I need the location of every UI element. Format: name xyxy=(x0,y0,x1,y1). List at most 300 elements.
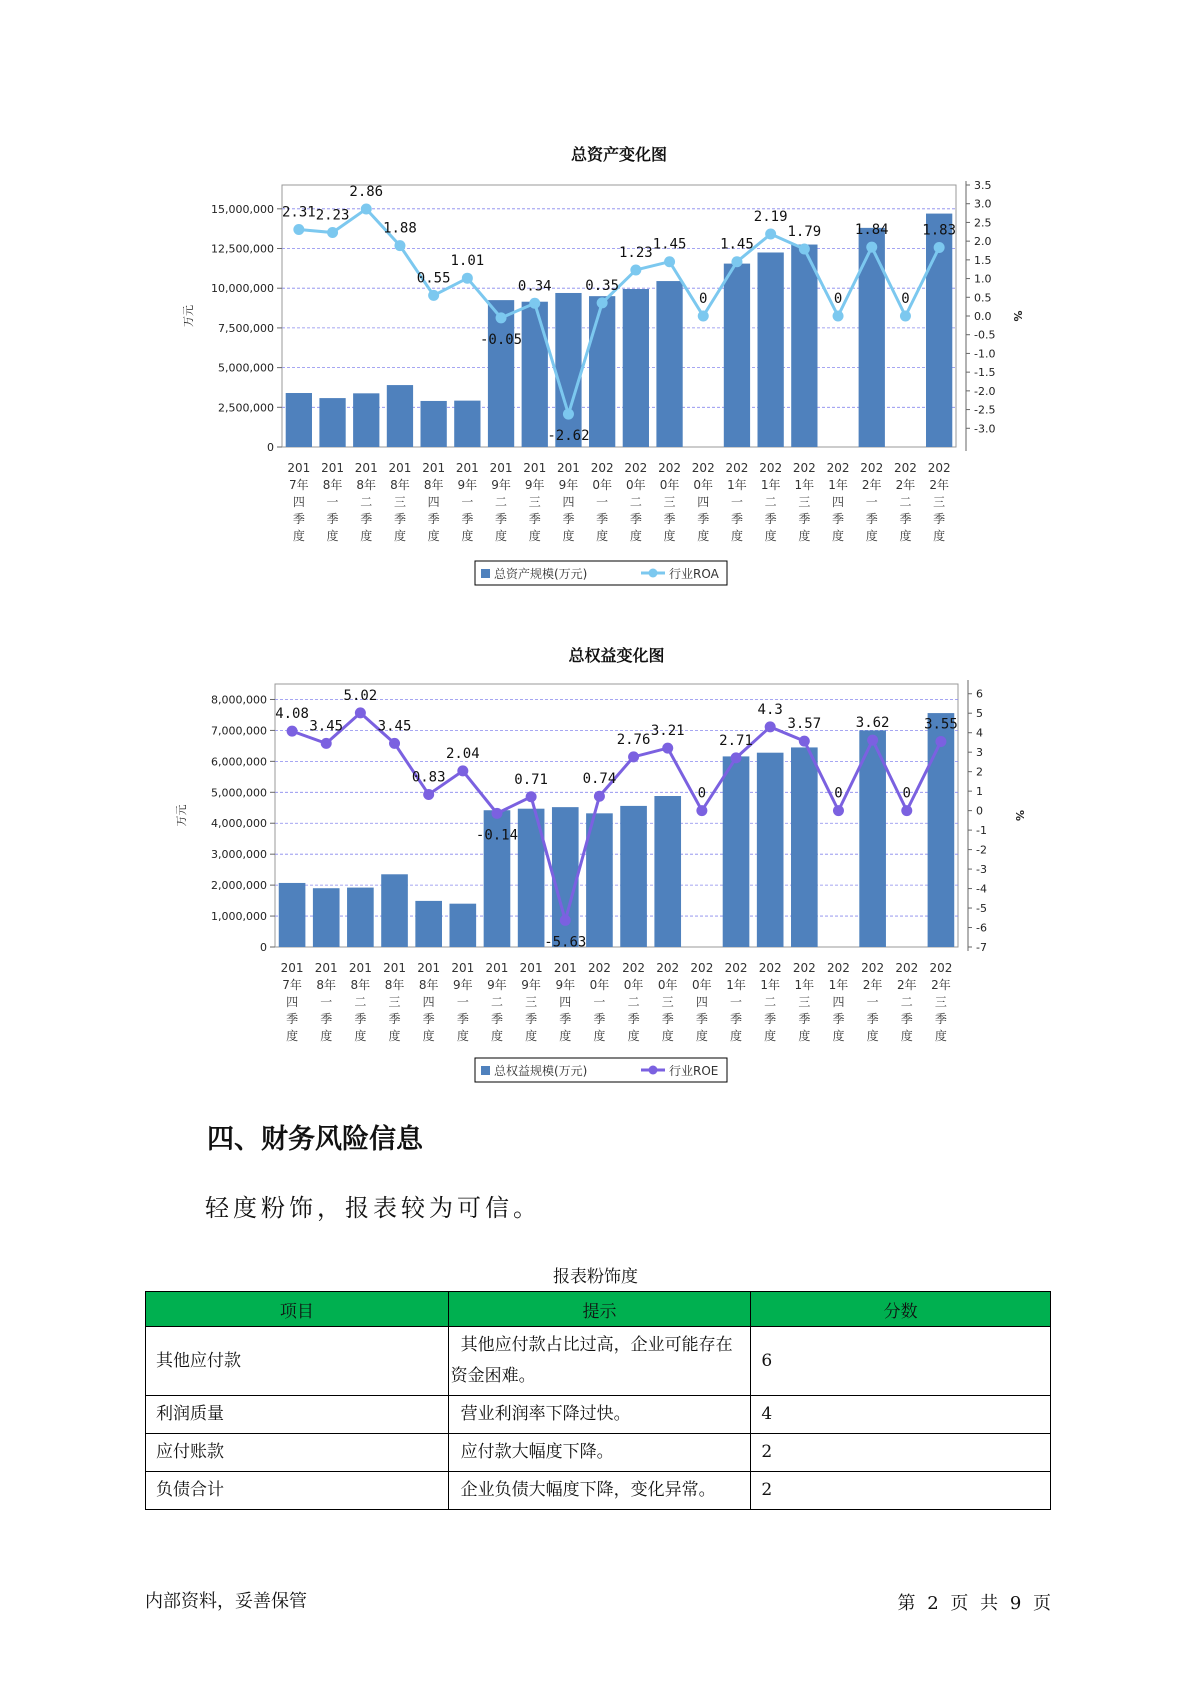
data-label: 1.45 xyxy=(652,236,687,253)
category-label: 三 xyxy=(661,995,674,1009)
category-label: 度 xyxy=(461,529,474,543)
category-label: 201 xyxy=(422,461,446,475)
category-label: 9年 xyxy=(555,978,576,992)
y2-tick-label: -0.5 xyxy=(974,328,996,342)
category-label: 度 xyxy=(422,1029,435,1043)
data-label: 1.84 xyxy=(854,222,889,239)
data-point xyxy=(321,738,332,749)
category-label: 8年 xyxy=(423,478,444,492)
data-label: 1.79 xyxy=(787,224,822,241)
category-label: 201 xyxy=(348,961,372,975)
category-label: 度 xyxy=(730,1029,743,1043)
bar xyxy=(620,806,647,947)
category-label: 三 xyxy=(393,495,406,509)
y2-tick-label: 1.0 xyxy=(974,272,992,286)
category-label: 8年 xyxy=(390,478,410,492)
bar xyxy=(381,874,408,947)
category-label: 202 xyxy=(624,461,648,475)
category-label: 季 xyxy=(798,1012,811,1026)
row-score: 2 xyxy=(751,1472,1051,1510)
category-label: 度 xyxy=(832,529,845,543)
y2-tick-label: 4 xyxy=(976,726,983,740)
data-label: 3.45 xyxy=(377,718,412,735)
data-point xyxy=(423,789,434,800)
category-label: 8年 xyxy=(316,978,337,992)
data-label: 0 xyxy=(699,291,708,307)
category-label: 0年 xyxy=(626,478,646,492)
category-label: 季 xyxy=(798,512,811,526)
category-label: 度 xyxy=(730,529,743,543)
category-label: 三 xyxy=(663,495,676,509)
data-point xyxy=(287,726,298,737)
category-label: 202 xyxy=(758,961,782,975)
category-label: 三 xyxy=(388,995,401,1009)
y-tick-label: 5,000,000 xyxy=(211,786,267,800)
category-label: 1年 xyxy=(727,478,747,492)
data-point xyxy=(389,738,400,749)
category-label: 201 xyxy=(417,961,441,975)
category-label: 季 xyxy=(900,1012,913,1026)
category-label: 四 xyxy=(559,995,572,1009)
category-label: 201 xyxy=(553,961,577,975)
category-label: 8年 xyxy=(350,978,371,992)
row-tip: 营业利润率下降过快。 xyxy=(448,1396,751,1434)
category-label: 0年 xyxy=(592,478,612,492)
category-label: 度 xyxy=(764,1029,777,1043)
bar xyxy=(319,398,345,447)
data-label: 3.57 xyxy=(787,716,822,733)
y2-tick-label: 0.0 xyxy=(974,310,992,323)
y-tick-label: 0 xyxy=(260,941,267,954)
bar xyxy=(347,888,374,947)
category-label: 三 xyxy=(934,995,947,1009)
category-label: 1年 xyxy=(726,978,746,992)
row-score: 6 xyxy=(751,1327,1051,1396)
category-label: 度 xyxy=(697,529,710,543)
bar xyxy=(279,883,306,947)
data-point xyxy=(630,264,641,275)
category-label: 7年 xyxy=(289,478,309,492)
data-point xyxy=(457,765,468,776)
category-label: 8年 xyxy=(356,478,377,492)
category-label: 9年 xyxy=(457,478,478,492)
y2-tick-label: 3 xyxy=(976,746,983,760)
data-point xyxy=(462,273,473,284)
category-label: 季 xyxy=(360,512,373,526)
data-point xyxy=(394,240,405,251)
category-label: 度 xyxy=(286,1029,299,1043)
header-tip: 提示 xyxy=(448,1292,751,1327)
data-point xyxy=(731,752,742,763)
data-point xyxy=(327,227,338,238)
category-label: 三 xyxy=(525,995,538,1009)
category-label: 202 xyxy=(827,961,850,975)
category-label: 季 xyxy=(697,512,710,526)
y-tick-label: 7,500,000 xyxy=(218,321,274,335)
bar xyxy=(791,245,817,447)
legend-bar-label: 总资产规模(万元) xyxy=(494,567,588,581)
data-point xyxy=(428,290,439,301)
table-row xyxy=(146,1472,1051,1510)
data-point xyxy=(361,203,372,214)
data-label: 1.88 xyxy=(383,220,417,237)
chart-title: 总权益变化图 xyxy=(568,646,665,665)
y2-tick-label: 1.5 xyxy=(974,253,992,267)
y2-tick-label: -2.0 xyxy=(974,384,996,398)
data-label: 1.01 xyxy=(450,253,485,270)
category-label: 二 xyxy=(764,995,777,1009)
category-label: 201 xyxy=(287,461,311,475)
category-label: 三 xyxy=(933,495,946,509)
legend-line-marker xyxy=(649,569,658,578)
category-label: 2年 xyxy=(862,978,883,992)
bar xyxy=(589,296,615,447)
category-label: 季 xyxy=(286,1012,299,1026)
bar xyxy=(286,393,312,447)
category-label: 2年 xyxy=(931,978,951,992)
data-point xyxy=(293,224,304,235)
category-label: 度 xyxy=(427,529,440,543)
legend-line-label: 行业ROA xyxy=(669,567,719,581)
y2-tick-label: 0.5 xyxy=(974,291,992,305)
category-label: 202 xyxy=(895,961,919,975)
data-label: 0 xyxy=(902,785,911,802)
data-point xyxy=(901,805,912,816)
y-axis-title: 万元 xyxy=(182,305,195,327)
y2-axis-title: % xyxy=(1013,809,1026,822)
row-tip: 其他应付款占比过高，企业可能存在资金困难。 xyxy=(448,1327,751,1396)
category-label: 202 xyxy=(929,961,953,975)
category-label: 8年 xyxy=(322,478,343,492)
category-label: 0年 xyxy=(589,978,610,992)
data-point xyxy=(597,297,608,308)
category-label: 季 xyxy=(393,512,406,526)
category-label: 度 xyxy=(865,529,878,543)
category-label: 1年 xyxy=(760,478,781,492)
bar xyxy=(859,730,886,947)
category-label: 度 xyxy=(764,529,777,543)
row-tip: 企业负债大幅度下降，变化异常。 xyxy=(448,1472,751,1510)
data-point xyxy=(355,707,366,718)
total-equity-chart-svg xyxy=(0,636,1191,1096)
category-label: 季 xyxy=(730,1012,743,1026)
y-tick-label: 0 xyxy=(267,441,274,454)
category-label: 二 xyxy=(899,495,912,509)
data-label: 0 xyxy=(834,785,843,802)
category-label: 202 xyxy=(861,961,885,975)
category-label: 季 xyxy=(661,1012,674,1026)
data-point xyxy=(867,735,878,746)
data-point xyxy=(934,242,945,253)
bar xyxy=(623,289,649,447)
category-label: 度 xyxy=(292,529,305,543)
category-label: 202 xyxy=(893,461,917,475)
bar xyxy=(454,401,480,447)
category-label: 度 xyxy=(393,529,406,543)
row-item: 应付账款 xyxy=(146,1434,449,1472)
category-label: 季 xyxy=(593,1012,606,1026)
category-label: 三 xyxy=(798,995,811,1009)
category-label: 度 xyxy=(832,1029,845,1043)
data-label: 2.19 xyxy=(753,209,788,226)
category-label: 度 xyxy=(629,529,642,543)
category-label: 度 xyxy=(933,529,946,543)
y2-tick-label: -2.5 xyxy=(974,403,996,417)
data-label: 0.71 xyxy=(514,771,548,788)
y2-tick-label: 2.0 xyxy=(974,235,992,249)
data-point xyxy=(799,736,810,747)
category-label: 季 xyxy=(461,512,474,526)
category-label: 二 xyxy=(627,995,640,1009)
table-caption: 报表粉饰度 xyxy=(553,1267,638,1287)
category-label: 季 xyxy=(559,1012,572,1026)
data-label: 3.21 xyxy=(650,723,685,740)
category-label: 0年 xyxy=(692,978,712,992)
category-label: 8年 xyxy=(384,978,405,992)
y2-tick-label: 0 xyxy=(976,804,983,818)
data-label: 0.74 xyxy=(582,771,617,788)
category-label: 202 xyxy=(759,461,783,475)
data-label: 2.04 xyxy=(445,745,480,762)
table-row xyxy=(146,1327,1051,1396)
category-label: 2年 xyxy=(929,478,949,492)
category-label: 202 xyxy=(792,961,816,975)
category-label: 二 xyxy=(354,995,367,1009)
bar xyxy=(723,756,750,947)
category-label: 度 xyxy=(900,1029,913,1043)
bar xyxy=(791,747,818,947)
data-label: 2.23 xyxy=(315,207,350,224)
y2-tick-label: -5 xyxy=(976,902,987,916)
category-label: 三 xyxy=(528,495,541,509)
data-label: 1.45 xyxy=(720,236,754,253)
y2-tick-label: 3.0 xyxy=(974,197,992,211)
bar xyxy=(552,807,579,947)
category-label: 201 xyxy=(556,461,580,475)
data-label: 1.23 xyxy=(618,244,653,261)
y2-tick-label: -3 xyxy=(976,863,987,877)
category-label: 202 xyxy=(860,461,884,475)
y2-tick-label: -2 xyxy=(976,843,987,857)
data-label: 0 xyxy=(901,291,910,307)
category-label: 202 xyxy=(622,961,646,975)
category-label: 2年 xyxy=(896,978,917,992)
category-label: 三 xyxy=(798,495,811,509)
category-label: 季 xyxy=(320,1012,333,1026)
data-label: 1.83 xyxy=(922,222,957,239)
data-label: -0.14 xyxy=(475,827,519,844)
row-item: 其他应付款 xyxy=(146,1327,449,1396)
category-label: 201 xyxy=(321,461,345,475)
category-label: 度 xyxy=(456,1029,469,1043)
chart-title: 总资产变化图 xyxy=(570,145,668,164)
category-label: 度 xyxy=(798,529,811,543)
data-label: 4.08 xyxy=(275,706,309,723)
category-label: 一 xyxy=(593,995,606,1009)
category-label: 201 xyxy=(354,461,378,475)
category-label: 季 xyxy=(866,1012,879,1026)
bar xyxy=(656,281,682,447)
category-label: 9年 xyxy=(453,978,473,992)
bar xyxy=(415,901,442,947)
data-point xyxy=(833,311,844,322)
y2-tick-label: -6 xyxy=(976,921,987,935)
category-label: 9年 xyxy=(487,978,507,992)
data-label: 0.83 xyxy=(411,769,446,786)
category-label: 201 xyxy=(314,961,338,975)
data-point xyxy=(765,721,776,732)
category-label: 度 xyxy=(866,1029,879,1043)
y2-axis-title: % xyxy=(1011,310,1024,322)
category-label: 201 xyxy=(485,961,509,975)
legend-bar-swatch xyxy=(481,1066,490,1075)
data-point xyxy=(935,736,946,747)
category-label: 9年 xyxy=(558,478,579,492)
bar xyxy=(421,401,447,447)
risk-summary: 轻度粉饰，报表较为可信。 xyxy=(205,1194,541,1222)
data-point xyxy=(799,244,810,255)
category-label: 度 xyxy=(360,529,373,543)
category-label: 9年 xyxy=(521,978,541,992)
data-point xyxy=(662,743,673,754)
data-point xyxy=(563,409,574,420)
category-label: 201 xyxy=(455,461,479,475)
category-label: 一 xyxy=(456,995,469,1009)
category-label: 度 xyxy=(320,1029,333,1043)
bar xyxy=(313,888,340,947)
category-label: 度 xyxy=(661,1029,674,1043)
category-label: 季 xyxy=(427,512,440,526)
data-point xyxy=(664,256,675,267)
category-label: 季 xyxy=(525,1012,538,1026)
y-tick-label: 1,000,000 xyxy=(211,910,267,924)
category-label: 度 xyxy=(388,1029,401,1043)
total-equity-chart xyxy=(0,636,1191,1100)
category-label: 1年 xyxy=(794,978,815,992)
data-point xyxy=(594,791,605,802)
category-label: 202 xyxy=(826,461,850,475)
row-score: 4 xyxy=(751,1396,1051,1434)
category-label: 202 xyxy=(658,461,682,475)
category-label: 202 xyxy=(792,461,816,475)
category-label: 一 xyxy=(730,495,743,509)
data-point xyxy=(529,298,540,309)
y2-tick-label: 3.5 xyxy=(974,179,992,192)
y2-tick-label: -7 xyxy=(976,941,987,954)
category-label: 1年 xyxy=(760,978,780,992)
category-label: 季 xyxy=(663,512,676,526)
bar xyxy=(859,228,885,447)
data-point xyxy=(833,805,844,816)
y-tick-label: 2,000,000 xyxy=(211,879,267,893)
y2-tick-label: -1.5 xyxy=(974,366,996,380)
row-score: 2 xyxy=(751,1434,1051,1472)
y-tick-label: 5,000,000 xyxy=(218,361,274,375)
category-label: 四 xyxy=(562,495,575,509)
y2-tick-label: -4 xyxy=(976,882,987,896)
data-label: 2.76 xyxy=(616,731,651,748)
category-label: 202 xyxy=(690,961,714,975)
category-label: 1年 xyxy=(828,478,848,492)
y-tick-label: 8,000,000 xyxy=(211,693,267,707)
data-label: 0.55 xyxy=(416,270,451,287)
data-label: -0.05 xyxy=(479,331,523,348)
data-label: 0.35 xyxy=(585,277,620,294)
data-point xyxy=(731,256,742,267)
bar xyxy=(450,904,477,947)
category-label: 1年 xyxy=(794,478,815,492)
category-label: 二 xyxy=(764,495,777,509)
category-label: 一 xyxy=(866,995,879,1009)
category-label: 季 xyxy=(422,1012,435,1026)
table-row xyxy=(146,1396,1051,1434)
data-point xyxy=(696,805,707,816)
category-label: 季 xyxy=(899,512,912,526)
table-row xyxy=(146,1434,1051,1472)
category-label: 四 xyxy=(695,995,708,1009)
legend-line-label: 行业ROE xyxy=(669,1064,719,1078)
data-label: 3.55 xyxy=(924,716,958,733)
category-label: 季 xyxy=(764,512,777,526)
category-label: 度 xyxy=(899,529,912,543)
category-label: 季 xyxy=(832,512,845,526)
category-label: 一 xyxy=(326,495,339,509)
y2-tick-label: 5 xyxy=(976,707,983,721)
category-label: 0年 xyxy=(657,978,678,992)
data-point xyxy=(526,791,537,802)
category-label: 1年 xyxy=(828,978,849,992)
y-tick-label: 3,000,000 xyxy=(211,848,267,862)
category-label: 9年 xyxy=(524,478,545,492)
legend-line-marker xyxy=(649,1066,658,1075)
data-point xyxy=(765,229,776,240)
data-label: 3.62 xyxy=(855,715,890,732)
y-tick-label: 2,500,000 xyxy=(218,401,274,415)
category-label: 季 xyxy=(865,512,878,526)
category-label: 二 xyxy=(490,995,503,1009)
category-label: 四 xyxy=(832,995,845,1009)
category-label: 季 xyxy=(596,512,609,526)
y-tick-label: 12,500,000 xyxy=(211,242,274,256)
category-label: 季 xyxy=(730,512,743,526)
risk-table xyxy=(145,1291,1051,1510)
category-label: 季 xyxy=(490,1012,503,1026)
category-label: 201 xyxy=(388,461,412,475)
data-label: 2.86 xyxy=(349,183,384,200)
category-label: 四 xyxy=(422,995,435,1009)
table-header-row xyxy=(146,1292,1051,1327)
header-score: 分数 xyxy=(751,1292,1051,1327)
y-tick-label: 15,000,000 xyxy=(211,202,274,216)
data-label: -2.62 xyxy=(547,428,590,445)
category-label: 202 xyxy=(656,961,680,975)
data-label: 4.3 xyxy=(757,701,783,718)
category-label: 度 xyxy=(354,1029,367,1043)
category-label: 0年 xyxy=(659,478,680,492)
category-label: 2年 xyxy=(861,478,882,492)
y2-tick-label: 2 xyxy=(976,765,983,779)
category-label: 度 xyxy=(528,529,541,543)
y2-tick-label: -1 xyxy=(976,824,987,838)
category-label: 季 xyxy=(629,512,642,526)
data-point xyxy=(628,751,639,762)
y2-tick-label: 1 xyxy=(976,785,983,799)
category-label: 9年 xyxy=(491,478,511,492)
y-tick-label: 4,000,000 xyxy=(211,817,267,831)
category-label: 季 xyxy=(933,512,946,526)
category-label: 度 xyxy=(798,1029,811,1043)
category-label: 季 xyxy=(456,1012,469,1026)
